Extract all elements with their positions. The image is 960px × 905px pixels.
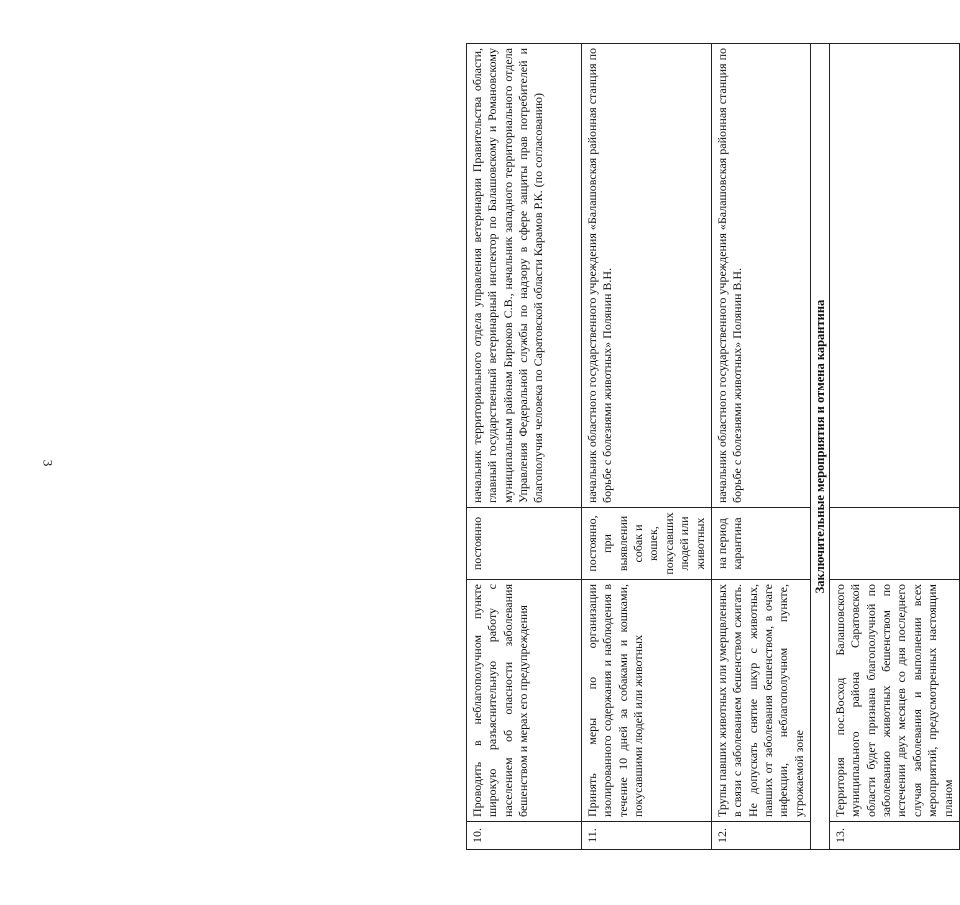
period-cell xyxy=(830,508,960,580)
measures-table xyxy=(466,43,960,850)
period-cell: постоянно xyxy=(467,508,582,580)
rotated-table-container xyxy=(466,44,955,850)
period-cell: на период карантина xyxy=(711,508,810,580)
responsible-cell: начальник территориального отдела управления ветеринарии Правительства области, главный государственный ветеринарный инспектор по Балашовскому и Романовскому муниципальным районам Бирюков С.В., начальник западного территориального отдела Управления Федеральной службы по надзору в сфере защиты прав потребителей и благополучия человека по Саратовской области Карамов Р.К. (по согласованию) xyxy=(467,44,582,508)
responsible-cell: начальник областного государственного учреждения «Балашовская районная станция по борьбе с болезнями животных» Полянин В.Н. xyxy=(582,44,712,508)
section-header-row xyxy=(811,44,830,850)
row-number: 11. xyxy=(582,822,712,850)
row-number: 10. xyxy=(467,822,582,850)
action-cell: Территория пос.Восход Балашовского муниципального района Саратовской области будет признана благополучной по заболеванию животных бешенством по истечении двух месяцев со дня последнего случая заболевания и выполнении всех мероприятий, предусмотренных настоящим планом xyxy=(830,580,960,822)
action-cell: Проводить в неблагополучном пункте широкую разъяснительную работу с населением об опасности заболевания бешенством и мерах его предупреждения xyxy=(467,580,582,822)
table-row xyxy=(830,44,960,850)
row-number: 12. xyxy=(711,822,810,850)
responsible-cell: начальник областного государственного учреждения «Балашовская районная станция по борьбе с болезнями животных» Полянин В.Н. xyxy=(711,44,810,508)
section-title: Заключительные мероприятия и отмена карантина xyxy=(811,44,830,850)
action-cell: Трупы павших животных или умерщвленных в связи с заболеванием бешенством сжигать. Не допускать снятие шкур с животных, павших от заболевания бешенством, в очаге инфекции, неблагополучном пункте, угрожаемой зоне xyxy=(711,580,810,822)
page-number: 3 xyxy=(40,459,56,467)
period-cell: постоянно, при выявлении собак и кошек, покусавших людей или животных xyxy=(582,508,712,580)
table-row xyxy=(582,44,712,850)
table-row xyxy=(711,44,810,850)
responsible-cell xyxy=(830,44,960,508)
row-number: 13. xyxy=(830,822,960,850)
table-row xyxy=(467,44,582,850)
action-cell: Принять меры по организации изолированного содержания и наблюдения в течение 10 дней за собаками и кошками, покусавшими людей или животных xyxy=(582,580,712,822)
